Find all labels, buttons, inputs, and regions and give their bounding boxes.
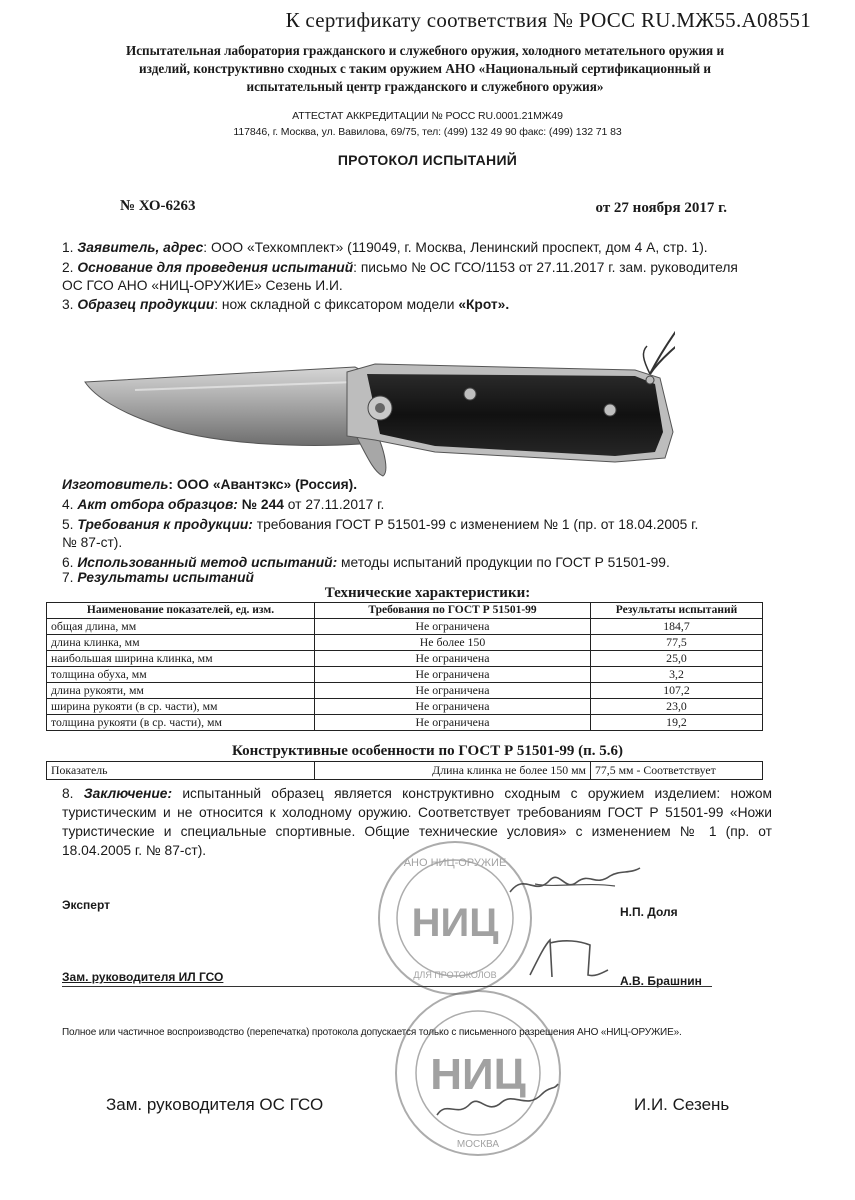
laboratory-header xyxy=(70,42,780,96)
stamp-ring-text: АНО НИЦ-ОРУЖИЕ xyxy=(403,857,507,869)
laboratory-line-3: испытательный центр гражданского и служебного оружия» xyxy=(246,79,604,94)
stamp-center-text: НИЦ xyxy=(411,901,499,945)
stamp-ring-text: МОСКВА xyxy=(456,1139,500,1150)
column-header: Результаты испытаний xyxy=(591,603,763,619)
protocol-date: от 27 ноября 2017 г. xyxy=(595,200,727,216)
signature-head xyxy=(520,935,610,985)
item-number: 8. xyxy=(62,786,74,801)
table-cell: Длина клинка не более 150 мм xyxy=(315,762,591,780)
column-header: Требования по ГОСТ Р 51501-99 xyxy=(315,603,591,619)
table-row xyxy=(47,619,763,635)
item-number: 6. xyxy=(62,555,74,570)
laboratory-line-1: Испытательная лаборатория гражданского и служебного оружия, холодного метательного оружия и xyxy=(125,43,725,58)
signature-divider xyxy=(62,986,712,987)
protocol-number: № ХО-6263 xyxy=(120,198,196,214)
act-label: Акт отбора образцов: xyxy=(77,497,238,512)
conclusion-text: испытанный образец является конструктивно сходным с оружием изделием: ножом туристическим и не относится к холодному оружию. Соответствует требованиям ГОСТ Р 51501-99 «Ножи туристические и специальные спортивные. Общие технические условия» с изменением № 1 (пр. от 18.04.2005 г. № 87-ст). xyxy=(62,786,772,858)
item-manufacturer xyxy=(62,475,782,495)
basis-value: : письмо № ОС ГСО/1153 от 27.11.2017 г. зам. руководителя xyxy=(353,260,738,275)
table-cell: 3,2 xyxy=(591,667,763,683)
stamp-ring-text: ДЛЯ ПРОТОКОЛОВ xyxy=(413,970,497,980)
table-cell: 184,7 xyxy=(591,619,763,635)
item-basis xyxy=(62,258,782,278)
applicant-value: : ООО «Техкомплект» (119049, г. Москва, Ленинский проспект, дом 4 А, стр. 1). xyxy=(203,240,708,255)
protocol-title: ПРОТОКОЛ ИСПЫТАНИЙ xyxy=(337,152,518,168)
table-row xyxy=(47,762,763,780)
laboratory-line-2: изделий, конструктивно сходных с таким оружием АНО «Национальный сертификационный и xyxy=(139,61,711,76)
stamp-center-text: НИЦ xyxy=(430,1050,526,1099)
accreditation-number: АТТЕСТАТ АККРЕДИТАЦИИ № РОСС RU.0001.21МЖ49 xyxy=(292,110,563,122)
table-row xyxy=(47,651,763,667)
method-value: методы испытаний продукции по ГОСТ Р 51501-99. xyxy=(341,555,670,570)
head-name: А.В. Брашнин xyxy=(620,974,702,988)
item-applicant xyxy=(62,238,782,258)
item-number: 4. xyxy=(62,497,74,512)
item-number: 3. xyxy=(62,297,74,312)
knife-photo xyxy=(75,312,675,482)
table-cell: толщина обуха, мм xyxy=(47,667,315,683)
table-cell: общая длина, мм xyxy=(47,619,315,635)
stamp-lower xyxy=(393,985,563,1160)
sample-value: : нож складной с фиксатором модели xyxy=(214,297,455,312)
reproduction-note: Полное или частичное воспроизводство (перепечатка) протокола допускается только с письменного разрешения АНО «НИЦ-ОРУЖИЕ». xyxy=(62,1027,682,1038)
table-cell: Не более 150 xyxy=(315,635,591,651)
manufacturer-label: Изготовитель xyxy=(62,477,169,492)
basis-label: Основание для проведения испытаний xyxy=(77,260,354,275)
table-cell: 19,2 xyxy=(591,715,763,731)
certificate-reference: К сертификату соответствия № РОСС RU.МЖ55.А08551 xyxy=(285,8,811,32)
tech-table-title: Технические характеристики: xyxy=(324,585,531,601)
table-cell: 77,5 мм - Соответствует xyxy=(591,762,763,780)
table-row xyxy=(47,715,763,731)
basis-value-continued: ОС ГСО АНО «НИЦ-ОРУЖИЕ» Сезень И.И. xyxy=(62,278,343,293)
manufacturer-value: : ООО «Авантэкс» (Россия). xyxy=(168,477,358,492)
sample-label: Образец продукции xyxy=(77,297,215,312)
sample-model: «Крот». xyxy=(458,297,510,312)
table-cell: Не ограничена xyxy=(315,651,591,667)
item-number: 7. xyxy=(62,570,74,585)
requirements-value-continued: № 87-ст). xyxy=(62,535,123,550)
expert-name: Н.П. Доля xyxy=(620,905,678,919)
conclusion-label: Заключение: xyxy=(83,786,173,801)
item-act xyxy=(62,495,782,515)
table-cell: наибольшая ширина клинка, мм xyxy=(47,651,315,667)
column-header: Наименование показателей, ед. изм. xyxy=(47,603,315,619)
table-row xyxy=(47,667,763,683)
item-number: 5. xyxy=(62,517,74,532)
results-label: Результаты испытаний xyxy=(77,570,254,585)
table-row xyxy=(47,635,763,651)
table-cell: Не ограничена xyxy=(315,715,591,731)
table-cell: 23,0 xyxy=(591,699,763,715)
item-requirements xyxy=(62,515,782,535)
os-name: И.И. Сезень xyxy=(634,1095,730,1114)
expert-role: Эксперт xyxy=(62,898,111,912)
accreditation-block xyxy=(0,108,855,140)
requirements-value: требования ГОСТ Р 51501-99 с изменением № 1 (пр. от 18.04.2005 г. xyxy=(256,517,699,532)
table-cell: Не ограничена xyxy=(315,699,591,715)
signature-os xyxy=(432,1080,562,1125)
head-role: Зам. руководителя ИЛ ГСО xyxy=(62,970,224,984)
applicant-label: Заявитель, адрес xyxy=(77,240,204,255)
table-cell: Не ограничена xyxy=(315,667,591,683)
table-cell: толщина рукояти (в ср. части), мм xyxy=(47,715,315,731)
item-number: 2. xyxy=(62,260,74,275)
knife-blade xyxy=(85,367,365,445)
table-cell: длина рукояти, мм xyxy=(47,683,315,699)
method-label: Использованный метод испытаний: xyxy=(77,555,338,570)
act-value: от 27.11.2017 г. xyxy=(287,497,385,512)
signature-expert xyxy=(505,862,645,902)
table-row xyxy=(47,699,763,715)
constructive-title: Конструктивные особенности по ГОСТ Р 51501-99 (п. 5.6) xyxy=(231,743,623,759)
laboratory-address: 117846, г. Москва, ул. Вавилова, 69/75, тел: (499) 132 49 90 факс: (499) 132 71 83 xyxy=(233,126,622,138)
table-cell: 107,2 xyxy=(591,683,763,699)
table-cell: длина клинка, мм xyxy=(47,635,315,651)
table-cell: Не ограничена xyxy=(315,683,591,699)
item-number: 1. xyxy=(62,240,74,255)
table-cell: Не ограничена xyxy=(315,619,591,635)
requirements-label: Требования к продукции: xyxy=(77,517,253,532)
tech-table xyxy=(46,602,763,731)
constructive-table xyxy=(46,761,763,780)
table-cell: Показатель xyxy=(47,762,315,780)
table-cell: ширина рукояти (в ср. части), мм xyxy=(47,699,315,715)
table-row xyxy=(47,683,763,699)
table-header-row xyxy=(47,603,763,619)
table-cell: 77,5 xyxy=(591,635,763,651)
table-cell: 25,0 xyxy=(591,651,763,667)
act-number: № 244 xyxy=(241,497,284,512)
os-role: Зам. руководителя ОС ГСО xyxy=(106,1095,324,1114)
